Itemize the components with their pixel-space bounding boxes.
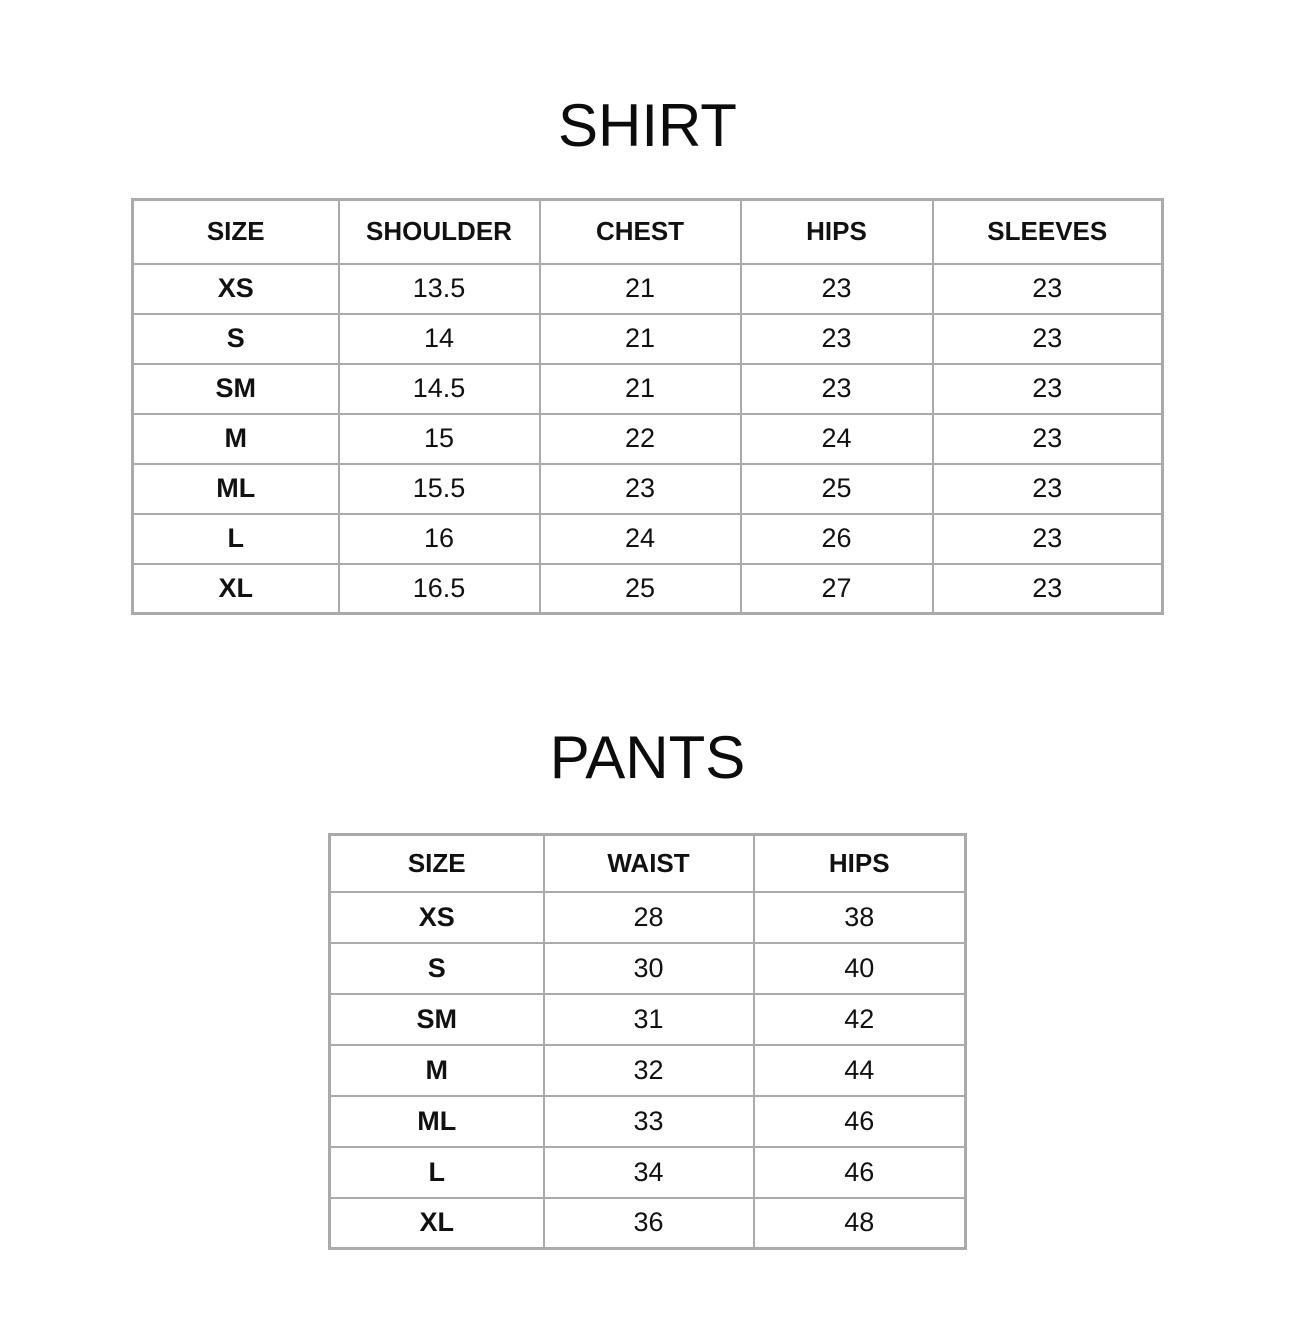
hips-cell: 24	[741, 414, 933, 464]
chest-cell: 23	[540, 464, 741, 514]
hips-cell: 26	[741, 514, 933, 564]
chest-cell: 24	[540, 514, 741, 564]
shirt-header-sleeves: SLEEVES	[933, 200, 1163, 264]
sleeves-cell: 23	[933, 514, 1163, 564]
size-cell: L	[330, 1147, 544, 1198]
chest-cell: 21	[540, 314, 741, 364]
table-row	[330, 1045, 966, 1096]
shoulder-cell: 14.5	[339, 364, 540, 414]
table-row	[133, 414, 1163, 464]
size-cell: XS	[330, 892, 544, 943]
hips-cell: 48	[754, 1198, 966, 1249]
shoulder-cell: 13.5	[339, 264, 540, 314]
shirt-header-row	[133, 200, 1163, 264]
hips-cell: 38	[754, 892, 966, 943]
size-cell: XL	[330, 1198, 544, 1249]
pants-header-waist: WAIST	[544, 835, 754, 892]
shirt-header-size: SIZE	[133, 200, 339, 264]
shoulder-cell: 16	[339, 514, 540, 564]
pants-size-table	[328, 833, 967, 1250]
table-row	[330, 892, 966, 943]
size-cell: S	[330, 943, 544, 994]
table-row	[133, 364, 1163, 414]
size-cell: S	[133, 314, 339, 364]
hips-cell: 44	[754, 1045, 966, 1096]
shoulder-cell: 16.5	[339, 564, 540, 614]
table-row	[133, 314, 1163, 364]
size-cell: SM	[330, 994, 544, 1045]
table-row	[133, 564, 1163, 614]
size-cell: SM	[133, 364, 339, 414]
size-cell: ML	[330, 1096, 544, 1147]
waist-cell: 28	[544, 892, 754, 943]
pants-header-hips: HIPS	[754, 835, 966, 892]
sleeves-cell: 23	[933, 364, 1163, 414]
pants-header-size: SIZE	[330, 835, 544, 892]
waist-cell: 30	[544, 943, 754, 994]
waist-cell: 31	[544, 994, 754, 1045]
table-row	[330, 1147, 966, 1198]
shirt-header-hips: HIPS	[741, 200, 933, 264]
waist-cell: 36	[544, 1198, 754, 1249]
hips-cell: 23	[741, 264, 933, 314]
size-cell: XL	[133, 564, 339, 614]
shirt-size-table	[131, 198, 1164, 615]
chest-cell: 22	[540, 414, 741, 464]
shirt-header-shoulder: SHOULDER	[339, 200, 540, 264]
size-cell: ML	[133, 464, 339, 514]
waist-cell: 33	[544, 1096, 754, 1147]
shoulder-cell: 15.5	[339, 464, 540, 514]
pants-header-row	[330, 835, 966, 892]
shirt-header-chest: CHEST	[540, 200, 741, 264]
waist-cell: 34	[544, 1147, 754, 1198]
sleeves-cell: 23	[933, 464, 1163, 514]
size-cell: XS	[133, 264, 339, 314]
shoulder-cell: 14	[339, 314, 540, 364]
table-row	[133, 514, 1163, 564]
hips-cell: 25	[741, 464, 933, 514]
sleeves-cell: 23	[933, 564, 1163, 614]
shirt-title: SHIRT	[558, 92, 737, 159]
size-cell: M	[330, 1045, 544, 1096]
hips-cell: 40	[754, 943, 966, 994]
table-row	[330, 943, 966, 994]
hips-cell: 23	[741, 364, 933, 414]
table-row	[133, 264, 1163, 314]
sleeves-cell: 23	[933, 264, 1163, 314]
hips-cell: 23	[741, 314, 933, 364]
table-row	[133, 464, 1163, 514]
sleeves-cell: 23	[933, 314, 1163, 364]
chest-cell: 25	[540, 564, 741, 614]
hips-cell: 42	[754, 994, 966, 1045]
sleeves-cell: 23	[933, 414, 1163, 464]
hips-cell: 46	[754, 1147, 966, 1198]
table-row	[330, 994, 966, 1045]
size-cell: L	[133, 514, 339, 564]
size-cell: M	[133, 414, 339, 464]
chest-cell: 21	[540, 364, 741, 414]
table-row	[330, 1096, 966, 1147]
hips-cell: 46	[754, 1096, 966, 1147]
shoulder-cell: 15	[339, 414, 540, 464]
chest-cell: 21	[540, 264, 741, 314]
hips-cell: 27	[741, 564, 933, 614]
pants-title: PANTS	[549, 724, 746, 791]
table-row	[330, 1198, 966, 1249]
waist-cell: 32	[544, 1045, 754, 1096]
